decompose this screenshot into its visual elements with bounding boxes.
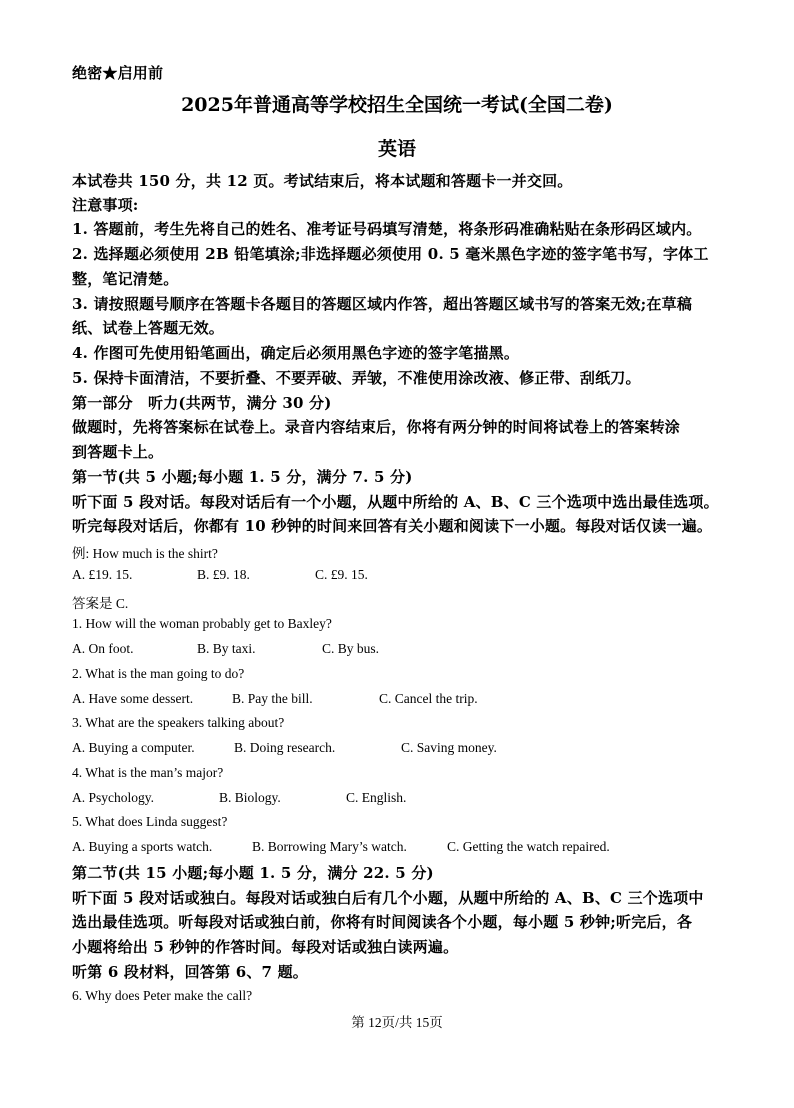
secret-label: 绝密★启用前 <box>72 64 164 82</box>
example-option: A. £19. 15. <box>72 567 133 582</box>
example-question: 例: How much is the shirt? <box>72 546 218 561</box>
notice-item: 2. 选择题必须使用 2B 铅笔填涂;非选择题必须使用 0. 5 毫米黑色字迹的签字笔书写，字体工 <box>72 245 709 263</box>
answer-option: B. Doing research. <box>234 740 336 755</box>
question-text: 4. What is the man’s major? <box>72 765 224 780</box>
question-text: 2. What is the man going to do? <box>72 666 245 681</box>
question-text: 5. What does Linda suggest? <box>72 814 228 829</box>
section2-heading: 第二节(共 15 小题;每小题 1. 5 分，满分 22. 5 分) <box>72 864 434 882</box>
answer-option: A. Psychology. <box>72 790 155 805</box>
answer-option: B. Pay the bill. <box>232 691 313 706</box>
material-label: 听第 6 段材料，回答第 6、7 题。 <box>72 963 309 981</box>
notice-item: 整，笔记清楚。 <box>72 270 179 288</box>
answer-option: A. Buying a computer. <box>72 740 195 755</box>
notice-item: 5. 保持卡面清洁，不要折叠、不要弄破、弄皱，不准使用涂改液、修正带、刮纸刀。 <box>72 369 641 387</box>
example-answer: 答案是 C. <box>72 596 129 611</box>
intro-text: 本试卷共 150 分，共 12 页。考试结束后，将本试题和答题卡一并交回。 <box>72 172 573 190</box>
section2-instruction: 听下面 5 段对话或独白。每段对话或独白后有几个小题，从题中所给的 A、B、C 三个选项中 <box>72 889 704 907</box>
answer-option: B. By taxi. <box>197 641 256 656</box>
part1-heading: 第一部分 听力(共两节，满分 30 分) <box>72 394 332 412</box>
answer-option: B. Borrowing Mary’s watch. <box>252 839 407 854</box>
answer-option: C. Cancel the trip. <box>379 691 478 706</box>
section2-instruction: 小题将给出 5 秒钟的作答时间。每段对话或独白读两遍。 <box>72 938 459 956</box>
example-option: C. £9. 15. <box>315 567 368 582</box>
section1-heading: 第一节(共 5 小题;每小题 1. 5 分，满分 7. 5 分) <box>72 468 413 486</box>
answer-option: C. Getting the watch repaired. <box>447 839 610 854</box>
exam-title: 2025年普通高等学校招生全国统一考试(全国二卷) <box>181 94 613 116</box>
notice-heading: 注意事项: <box>72 196 139 214</box>
section2-instruction: 选出最佳选项。听每段对话或独白前，你将有时间阅读各个小题，每小题 5 秒钟;听完后，各 <box>72 913 693 931</box>
question-text: 1. How will the woman probably get to Baxley? <box>72 616 332 631</box>
part1-instruction: 做题时，先将答案标在试卷上。录音内容结束后，你将有两分钟的时间将试卷上的答案转涂 <box>72 418 681 436</box>
answer-option: C. English. <box>346 790 407 805</box>
notice-item: 1. 答题前，考生先将自己的姓名、准考证号码填写清楚，将条形码准确粘贴在条形码区域内。 <box>72 220 702 238</box>
question-text: 3. What are the speakers talking about? <box>72 715 285 730</box>
example-option: B. £9. 18. <box>197 567 250 582</box>
answer-option: B. Biology. <box>219 790 281 805</box>
section1-instruction: 听完每段对话后，你都有 10 秒钟的时间来回答有关小题和阅读下一小题。每段对话仅读一遍。 <box>72 517 713 535</box>
answer-option: A. On foot. <box>72 641 134 656</box>
notice-item: 纸、试卷上答题无效。 <box>72 319 225 337</box>
page-number: 第 12页/共 15页 <box>351 1015 443 1030</box>
notice-item: 4. 作图可先使用铅笔画出，确定后必须用黑色字迹的签字笔描黑。 <box>72 344 520 362</box>
question-text: 6. Why does Peter make the call? <box>72 988 253 1003</box>
subject-title: 英语 <box>377 138 416 160</box>
answer-option: A. Have some dessert. <box>72 691 194 706</box>
answer-option: C. By bus. <box>322 641 380 656</box>
section1-instruction: 听下面 5 段对话。每段对话后有一个小题，从题中所给的 A、B、C 三个选项中选出最佳选项。 <box>72 493 719 511</box>
answer-option: A. Buying a sports watch. <box>72 839 213 854</box>
notice-item: 3. 请按照题号顺序在答题卡各题目的答题区域内作答，超出答题区域书写的答案无效;在草稿 <box>72 295 693 313</box>
part1-instruction: 到答题卡上。 <box>72 443 164 461</box>
answer-option: C. Saving money. <box>401 740 497 755</box>
